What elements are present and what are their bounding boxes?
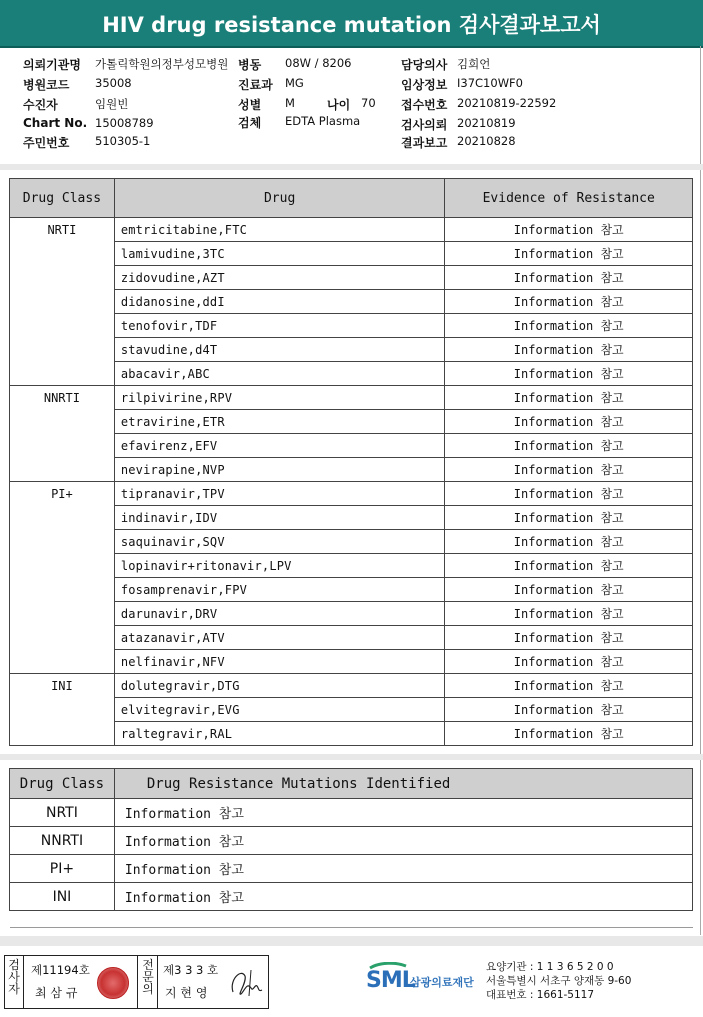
table-header-row [10, 769, 693, 799]
drug-cell: saquinavir,SQV [114, 530, 445, 554]
mutation-cell: Information 참고 [114, 855, 692, 883]
evidence-cell: Information 참고 [445, 362, 693, 386]
drug-cell: nevirapine,NVP [114, 458, 445, 482]
drug-class-cell: NRTI [10, 218, 115, 386]
mutation-cell: Information 참고 [114, 827, 692, 855]
drug-cell: emtricitabine,FTC [114, 218, 445, 242]
table-row [10, 855, 693, 883]
signature-icon [227, 962, 267, 1002]
seal-stamp-icon [97, 967, 129, 999]
evidence-cell: Information 참고 [445, 482, 693, 506]
divider [157, 956, 158, 1008]
evidence-cell: Information 참고 [445, 266, 693, 290]
footer-info [486, 960, 631, 1002]
drug-class-cell: INI [10, 883, 115, 911]
drug-cell: abacavir,ABC [114, 362, 445, 386]
drug-cell: etravirine,ETR [114, 410, 445, 434]
divider [0, 164, 703, 170]
doctor-name: 지 현 영 [165, 986, 208, 1000]
evidence-cell: Information 참고 [445, 578, 693, 602]
drug-cell: zidovudine,AZT [114, 266, 445, 290]
institution-code: 요양기관 : 1 1 3 6 5 2 0 0 [486, 961, 614, 973]
table-row [10, 674, 693, 698]
sml-logo-text: SML [366, 968, 415, 993]
divider [0, 754, 703, 760]
evidence-cell: Information 참고 [445, 314, 693, 338]
result-label: 결과보고 [401, 136, 448, 150]
dept-label: 진료과 [238, 78, 273, 92]
evidence-cell: Information 참고 [445, 386, 693, 410]
report-banner [0, 0, 703, 48]
drug-cell: raltegravir,RAL [114, 722, 445, 746]
drug-cell: lopinavir+ritonavir,LPV [114, 554, 445, 578]
divider [10, 927, 693, 928]
column-header-drug: Drug [114, 179, 445, 218]
drug-cell: fosamprenavir,FPV [114, 578, 445, 602]
signature-box [4, 955, 269, 1009]
column-header-drug-class: Drug Class [10, 769, 115, 799]
doctor-license: 제3 3 3 호 [163, 963, 219, 977]
evidence-cell: Information 참고 [445, 530, 693, 554]
divider [137, 956, 138, 1008]
drug-cell: indinavir,IDV [114, 506, 445, 530]
id-value: 510305-1 [95, 134, 151, 148]
evidence-cell: Information 참고 [445, 338, 693, 362]
resistance-table-body [10, 218, 693, 746]
evidence-cell: Information 참고 [445, 650, 693, 674]
age-label: 나이 [327, 98, 351, 112]
patient-name-label: 수진자 [23, 98, 58, 112]
institution-label: 의뢰기관명 [23, 58, 81, 72]
table-row [10, 386, 693, 410]
drug-cell: lamivudine,3TC [114, 242, 445, 266]
mutation-cell: Information 참고 [114, 883, 692, 911]
divider [23, 956, 24, 1008]
report-title: HIV drug resistance mutation 검사결과보고서 [102, 13, 601, 37]
table-row [10, 799, 693, 827]
doctor-value: 김희언 [457, 57, 491, 71]
evidence-cell: Information 참고 [445, 722, 693, 746]
divider [0, 936, 703, 946]
column-header-drug-class: Drug Class [10, 179, 115, 218]
drug-cell: atazanavir,ATV [114, 626, 445, 650]
drug-class-cell: NNRTI [10, 386, 115, 482]
column-header-mutations: Drug Resistance Mutations Identified [114, 769, 692, 799]
institution-value: 가톨릭학원의정부성모병원 [95, 57, 229, 71]
table-row [10, 482, 693, 506]
sex-value: M [285, 96, 295, 110]
evidence-cell: Information 참고 [445, 458, 693, 482]
sex-label: 성별 [238, 98, 262, 112]
evidence-cell: Information 참고 [445, 698, 693, 722]
drug-cell: stavudine,d4T [114, 338, 445, 362]
column-header-evidence: Evidence of Resistance [445, 179, 693, 218]
divider [700, 46, 701, 164]
org-name: 삼광의료재단 [410, 976, 474, 989]
evidence-cell: Information 참고 [445, 410, 693, 434]
drug-cell: nelfinavir,NFV [114, 650, 445, 674]
evidence-cell: Information 참고 [445, 554, 693, 578]
drug-cell: tenofovir,TDF [114, 314, 445, 338]
drug-class-cell: PI+ [10, 855, 115, 883]
specimen-label: 검체 [238, 116, 262, 130]
specimen-value: EDTA Plasma [285, 114, 361, 128]
table-row [10, 827, 693, 855]
mutation-table [9, 768, 693, 911]
evidence-cell: Information 참고 [445, 506, 693, 530]
evidence-cell: Information 참고 [445, 674, 693, 698]
address: 서울특별시 서초구 양재동 9-60 [486, 975, 632, 987]
clinical-value: I37C10WF0 [457, 76, 523, 90]
drug-cell: elvitegravir,EVG [114, 698, 445, 722]
result-value: 20210828 [457, 134, 516, 148]
drug-cell: tipranavir,TPV [114, 482, 445, 506]
table-row [10, 218, 693, 242]
drug-cell: darunavir,DRV [114, 602, 445, 626]
hospital-code-value: 35008 [95, 76, 132, 90]
clinical-label: 임상정보 [401, 78, 448, 92]
dept-value: MG [285, 76, 304, 90]
resistance-table [9, 178, 693, 746]
table-header-row [10, 179, 693, 218]
request-value: 20210819 [457, 116, 516, 130]
evidence-cell: Information 참고 [445, 626, 693, 650]
phone: 대표번호 : 1661-5117 [486, 989, 595, 1001]
patient-info [0, 54, 703, 156]
drug-class-cell: INI [10, 674, 115, 746]
evidence-cell: Information 참고 [445, 434, 693, 458]
examiner-label: 검 사 자 [8, 958, 20, 996]
drug-cell: efavirenz,EFV [114, 434, 445, 458]
drug-class-cell: NNRTI [10, 827, 115, 855]
drug-cell: didanosine,ddI [114, 290, 445, 314]
hospital-code-label: 병원코드 [23, 78, 70, 92]
drug-class-cell: NRTI [10, 799, 115, 827]
doctor-label: 담당의사 [401, 58, 448, 72]
chart-value: 15008789 [95, 116, 154, 130]
evidence-cell: Information 참고 [445, 218, 693, 242]
id-label: 주민번호 [23, 136, 70, 150]
receipt-label: 접수번호 [401, 98, 448, 112]
examiner-name: 최 삼 규 [35, 986, 78, 1000]
patient-name-value: 임원빈 [95, 97, 129, 111]
receipt-value: 20210819-22592 [457, 96, 557, 110]
chart-label: Chart No. [23, 116, 88, 130]
request-label: 검사의뢰 [401, 118, 448, 132]
mutation-cell: Information 참고 [114, 799, 692, 827]
evidence-cell: Information 참고 [445, 242, 693, 266]
drug-class-cell: PI+ [10, 482, 115, 674]
divider [700, 760, 701, 935]
doctor-specialist-label: 전 문 의 [142, 958, 154, 996]
divider [700, 170, 701, 754]
evidence-cell: Information 참고 [445, 602, 693, 626]
ward-value: 08W / 8206 [285, 56, 352, 70]
mutation-table-body [10, 799, 693, 911]
age-value: 70 [361, 96, 376, 110]
drug-cell: rilpivirine,RPV [114, 386, 445, 410]
ward-label: 병동 [238, 58, 262, 72]
evidence-cell: Information 참고 [445, 290, 693, 314]
examiner-license: 제11194호 [31, 963, 90, 977]
drug-cell: dolutegravir,DTG [114, 674, 445, 698]
table-row [10, 883, 693, 911]
